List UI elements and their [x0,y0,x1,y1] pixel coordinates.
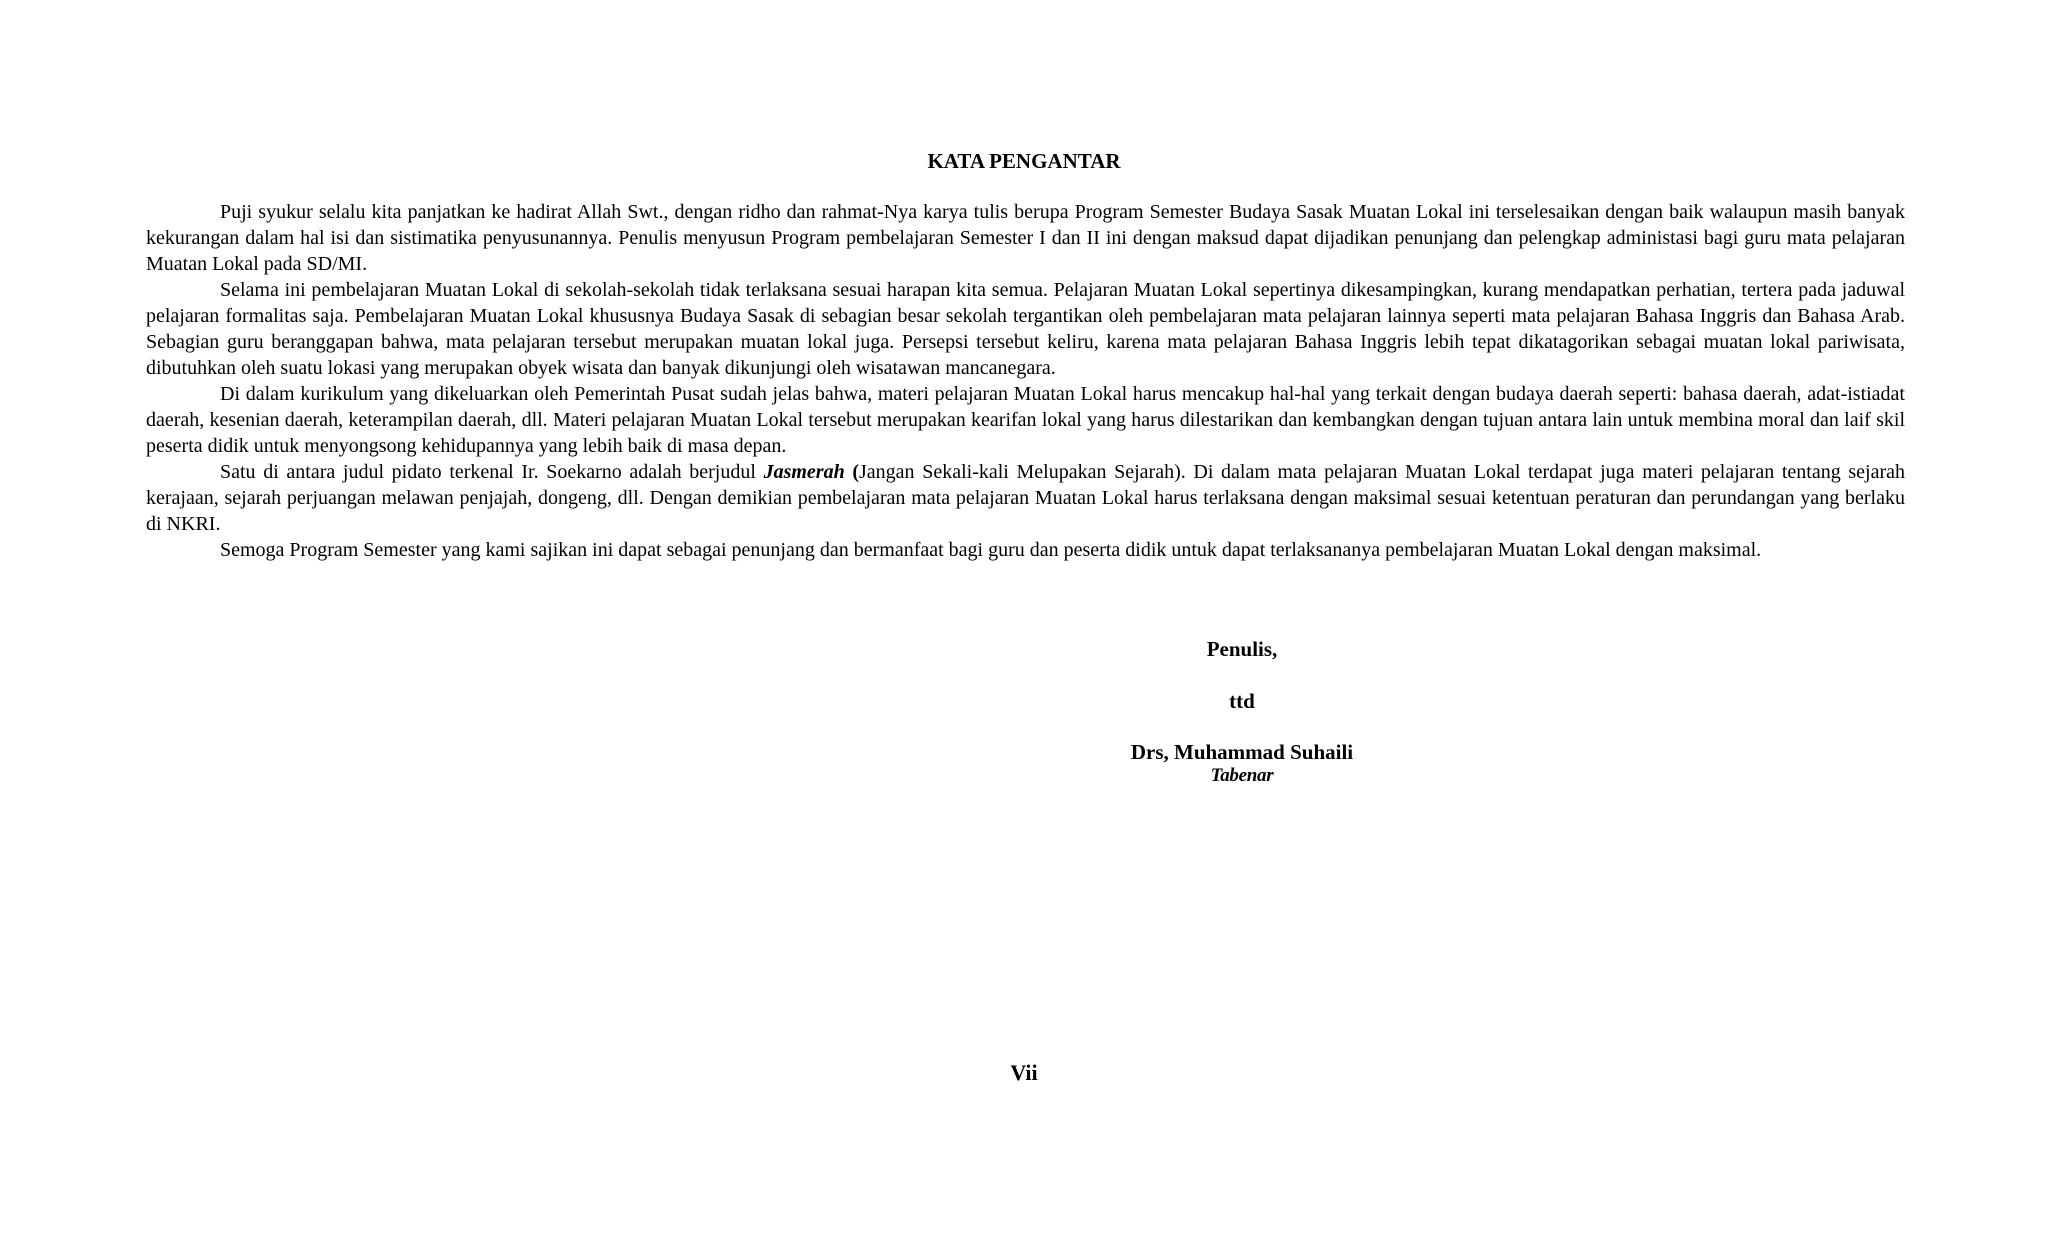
paragraph-5: Semoga Program Semester yang kami sajikan ini dapat sebagai penunjang dan bermanfaat bagi guru dan peserta didik untuk dapat terlaksananya pembelajaran Muatan Lokal dengan maksimal. [220,539,1762,561]
signature-label: Penulis, [1206,637,1278,661]
document-body [146,199,1905,563]
paragraph-2: Selama ini pembelajaran Muatan Lokal di sekolah-sekolah tidak terlaksana sesuai harapan kita semua. Pelajaran Muatan Lokal sepertinya dikesampingkan, kurang mendapatkan perhatian, tertera pada jaduwal pelajaran formalitas saja. Pembelajaran Muatan Lokal khususnya Budaya Sasak di sebagian besar sekolah tergantikan oleh pembelajaran mata pelajaran lainnya seperti mata pelajaran Bahasa Inggris dan Bahasa Arab. Sebagian guru beranggapan bahwa, mata pelajaran tersebut merupakan muatan lokal juga. Persepsi tersebut keliru, karena mata pelajaran Bahasa Inggris lebih tepat dikatagorikan sebagai muatan lokal pariwisata, dibutuhkan oleh suatu lokasi yang merupakan obyek wisata dan banyak dikunjungi oleh wisatawan mancanegara. [146,279,1905,379]
jasmerah-emphasis: Jasmerah [763,461,845,483]
signature-name: Drs, Muhammad Suhaili [1130,740,1354,764]
paragraph-3: Di dalam kurikulum yang dikeluarkan oleh Pemerintah Pusat sudah jelas bahwa, materi pelajaran Muatan Lokal harus mencakup hal-hal yang terkait dengan budaya daerah seperti: bahasa daerah, adat-istiadat daerah, kesenian daerah, keterampilan daerah, dll. Materi pelajaran Muatan Lokal tersebut merupakan kearifan lokal yang harus dilestarikan dan kembangkan dengan tujuan antara lain untuk membina moral dan laif skil peserta didik untuk menyongsong kehidupannya yang lebih baik di masa depan. [146,383,1905,457]
paragraph-4-after: Jangan Sekali-kali Melupakan Sejarah). Di dalam mata pelajaran Muatan Lokal terdapat juga materi pelajaran tentang sejarah kerajaan, sejarah perjuangan melawan penjajah, dongeng, dll. Dengan demikian pembelajaran mata pelajaran Muatan Lokal harus terlaksana dengan maksimal sesuai ketentuan peraturan dan perundangan yang berlaku di NKRI. [146,461,1906,535]
signature-ttd: ttd [1229,689,1255,713]
page-number: Vii [1010,1060,1038,1085]
paragraph-4-before: Satu di antara judul pidato terkenal Ir. Soekarno adalah berjudul [220,461,764,483]
paragraph-4-open-paren: ( [852,461,860,483]
page-title: KATA PENGANTAR [927,149,1121,173]
paragraph-1: Puji syukur selalu kita panjatkan ke hadirat Allah Swt., dengan ridho dan rahmat-Nya karya tulis berupa Program Semester Budaya Sasak Muatan Lokal ini terselesaikan dengan baik walaupun masih banyak kekurangan dalam hal isi dan sistimatika penyusunannya. Penulis menyusun Program pembelajaran Semester I dan II ini dengan maksud dapat dijadikan penunjang dan pelengkap administasi bagi guru mata pelajaran Muatan Lokal pada SD/MI. [146,201,1905,275]
paragraph-4 [146,459,1905,537]
signature-role: Tabenar [1210,765,1274,786]
